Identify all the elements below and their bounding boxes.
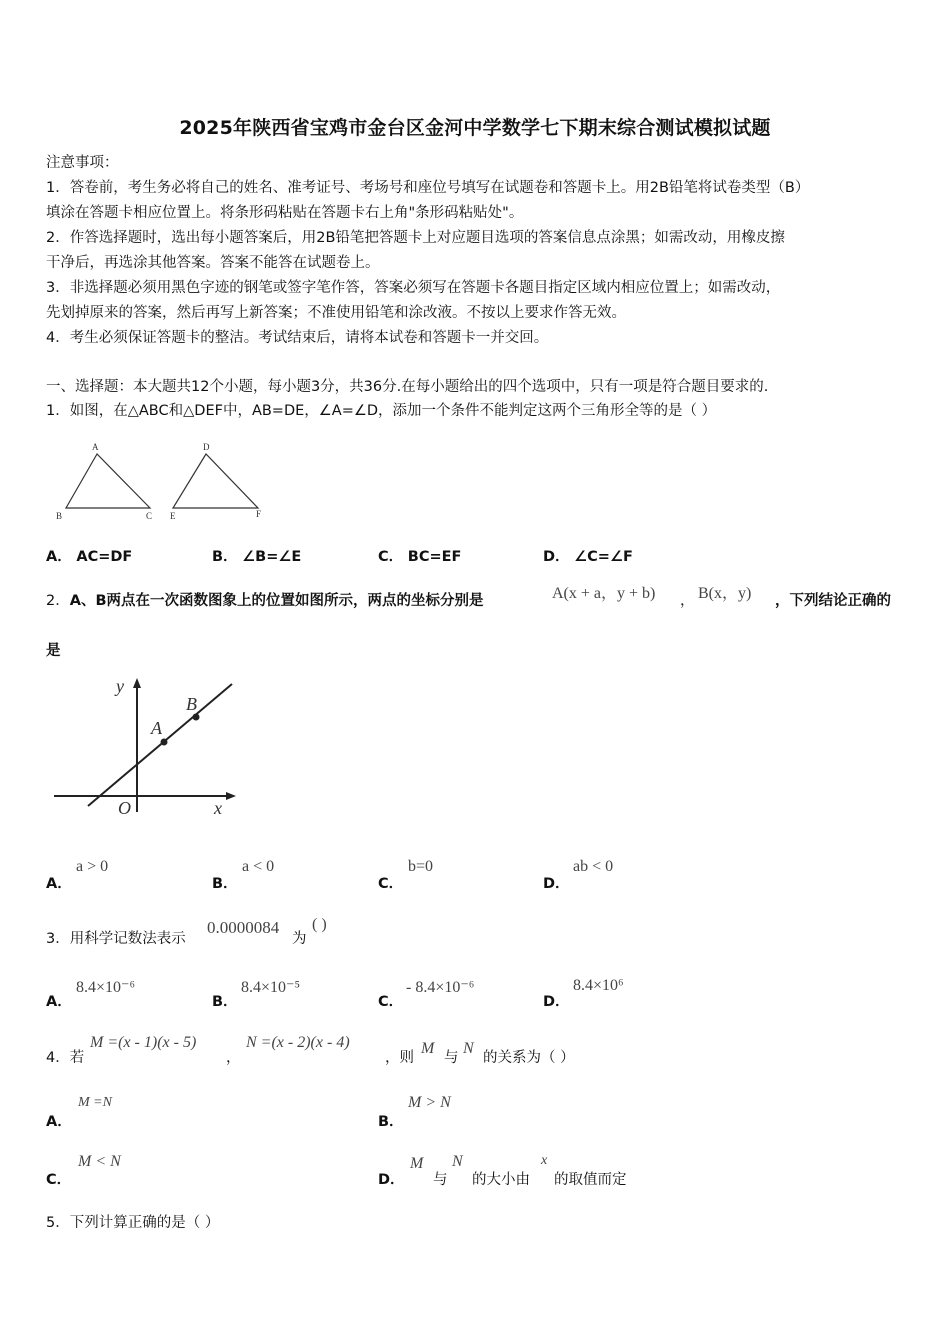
question-number: 2． bbox=[46, 593, 70, 609]
q4-option-b-label: B． bbox=[378, 1114, 404, 1130]
q4-option-d-end: 的取值而定 bbox=[554, 1172, 627, 1188]
vertex-label-d: D bbox=[203, 442, 210, 452]
q3-option-c: - 8.4×10⁻⁶ bbox=[406, 979, 475, 996]
q4-option-a-label: A． bbox=[46, 1114, 72, 1130]
q4-option-d-yu: 与 bbox=[433, 1172, 448, 1188]
linear-function-graph bbox=[50, 672, 240, 822]
notice-line: 2．作答选择题时，选出每小题答案后，用2B铅笔把答题卡上对应题目选项的答案信息点涂黑；如需改动，用橡皮擦 bbox=[46, 230, 785, 246]
q3-option-c-label: C． bbox=[378, 994, 404, 1010]
notice-line: 填涂在答题卡相应位置上。将条形码粘贴在答题卡右上角"条形码粘贴处"。 bbox=[46, 205, 524, 221]
notice-line: 4．考生必须保证答题卡的整洁。考试结束后，请将本试卷和答题卡一并交回。 bbox=[46, 330, 549, 346]
q2-option-c: b=0 bbox=[408, 858, 434, 875]
q4-option-a: M =N bbox=[78, 1095, 112, 1110]
point-label-b: B bbox=[186, 694, 197, 714]
decimal-value: 0.0000084 bbox=[207, 918, 280, 937]
question-stem-mid: ，则 bbox=[385, 1050, 414, 1066]
question-stem: 用科学记数法表示 bbox=[69, 931, 186, 947]
question-number: 5． bbox=[46, 1215, 70, 1231]
q4-option-d-n: N bbox=[452, 1153, 463, 1170]
q2-option-b: a < 0 bbox=[242, 858, 275, 875]
q4-option-d-label: D． bbox=[378, 1172, 405, 1188]
question-stem: 下列计算正确的是（ ） bbox=[69, 1215, 220, 1231]
notice-line: 干净后，再选涂其他答案。答案不能答在试题卷上。 bbox=[46, 255, 380, 271]
vertex-label-a: A bbox=[92, 442, 99, 452]
point-a bbox=[161, 739, 168, 746]
section-heading: 一、选择题：本大题共12个小题，每小题3分，共36分.在每小题给出的四个选项中，只有一项是符合题目要求的. bbox=[46, 379, 769, 395]
question-stem-end: 为 bbox=[292, 931, 307, 947]
q2-option-a-label: A． bbox=[46, 876, 72, 892]
q3-option-b-label: B． bbox=[212, 994, 238, 1010]
y-axis-arrow-icon bbox=[133, 678, 141, 688]
triangles-figure bbox=[50, 438, 280, 524]
notice-heading: 注意事项： bbox=[46, 155, 119, 171]
q2-option-d-label: D． bbox=[543, 876, 570, 892]
q4-option-d-m: M bbox=[410, 1155, 424, 1172]
x-axis-arrow-icon bbox=[226, 792, 236, 800]
q4-option-c-label: C． bbox=[46, 1172, 72, 1188]
triangle-def bbox=[173, 454, 258, 508]
question-stem: 若 bbox=[69, 1050, 85, 1066]
q2-option-b-label: B． bbox=[212, 876, 238, 892]
notice-line: 1．答卷前，考生务必将自己的姓名、准考证号、考场号和座位号填写在试题卷和答题卡上。用2B铅笔将试卷类型（B） bbox=[46, 180, 810, 196]
q4-option-b: M > N bbox=[408, 1094, 451, 1111]
axis-label-x: x bbox=[214, 798, 222, 818]
q2-option-a: a > 0 bbox=[76, 858, 109, 875]
notice-line: 3．非选择题必须用黑色字迹的钢笔或签字笔作答，答案必须写在答题卡各题目指定区域内相应位置上；如需改动， bbox=[46, 280, 781, 296]
question-5 bbox=[46, 1214, 219, 1232]
question-number: 1． bbox=[46, 403, 70, 419]
question-number: 3． bbox=[46, 931, 70, 947]
function-line bbox=[88, 684, 232, 806]
vertex-label-f: F bbox=[256, 509, 262, 519]
q3-option-b: 8.4×10⁻⁵ bbox=[241, 979, 301, 996]
q3-option-d-label: D． bbox=[543, 994, 570, 1010]
q4-option-d-x: x bbox=[541, 1153, 548, 1168]
q4-option-c: M < N bbox=[78, 1153, 121, 1170]
question-4 bbox=[46, 1049, 84, 1067]
variable-n: N bbox=[463, 1040, 474, 1057]
question-number: 4． bbox=[46, 1050, 70, 1066]
q1-option-c: C． BC=EF bbox=[378, 549, 462, 565]
vertex-label-e: E bbox=[170, 511, 176, 521]
q3-option-a-label: A． bbox=[46, 994, 72, 1010]
page-title: 2025年陕西省宝鸡市金台区金河中学数学七下期末综合测试模拟试题 bbox=[179, 117, 771, 139]
q1-option-d: D． ∠C=∠F bbox=[543, 549, 633, 565]
q3-option-a: 8.4×10⁻⁶ bbox=[76, 979, 136, 996]
vertex-label-b: B bbox=[56, 511, 63, 521]
axis-label-y: y bbox=[116, 676, 124, 696]
question-stem-end: 的关系为（ ） bbox=[483, 1050, 575, 1066]
q4-option-d-mid: 的大小由 bbox=[472, 1172, 530, 1188]
question-1 bbox=[46, 402, 716, 420]
separator: ， bbox=[226, 1050, 241, 1066]
question-stem: 如图，在△ABC和△DEF中，AB=DE，∠A=∠D，添加一个条件不能判定这两个三角形全等的是（ ） bbox=[69, 403, 717, 419]
q2-option-d: ab < 0 bbox=[573, 858, 614, 875]
q3-option-d: 8.4×10⁶ bbox=[573, 977, 624, 994]
q1-option-b: B． ∠B=∠E bbox=[212, 549, 302, 565]
coordinate-a: A(x + a，y + b) bbox=[552, 585, 656, 602]
question-2 bbox=[46, 592, 484, 610]
notice-line: 先划掉原来的答案，然后再写上新答案；不准使用铅笔和涂改液。不按以上要求作答无效。 bbox=[46, 305, 626, 321]
question-3 bbox=[46, 930, 186, 948]
point-b bbox=[193, 714, 200, 721]
question-stem-cont: 是 bbox=[46, 643, 61, 659]
question-stem-yu: 与 bbox=[444, 1050, 459, 1066]
separator: ， bbox=[680, 593, 695, 609]
question-stem: A、B两点在一次函数图象上的位置如图所示，两点的坐标分别是 bbox=[69, 593, 484, 609]
point-label-a: A bbox=[151, 718, 162, 738]
expression-n: N =(x - 2)(x - 4) bbox=[246, 1034, 350, 1051]
triangle-abc bbox=[66, 454, 150, 508]
variable-m: M bbox=[421, 1040, 435, 1057]
expression-m: M =(x - 1)(x - 5) bbox=[90, 1034, 197, 1051]
origin-label: O bbox=[118, 798, 131, 818]
q1-option-a: A． AC=DF bbox=[46, 549, 133, 565]
coordinate-b: B(x，y) bbox=[698, 585, 752, 602]
q2-option-c-label: C． bbox=[378, 876, 404, 892]
vertex-label-c: C bbox=[146, 511, 153, 521]
question-stem-end: ，下列结论正确的 bbox=[775, 593, 891, 609]
answer-parentheses: ( ) bbox=[312, 916, 327, 933]
